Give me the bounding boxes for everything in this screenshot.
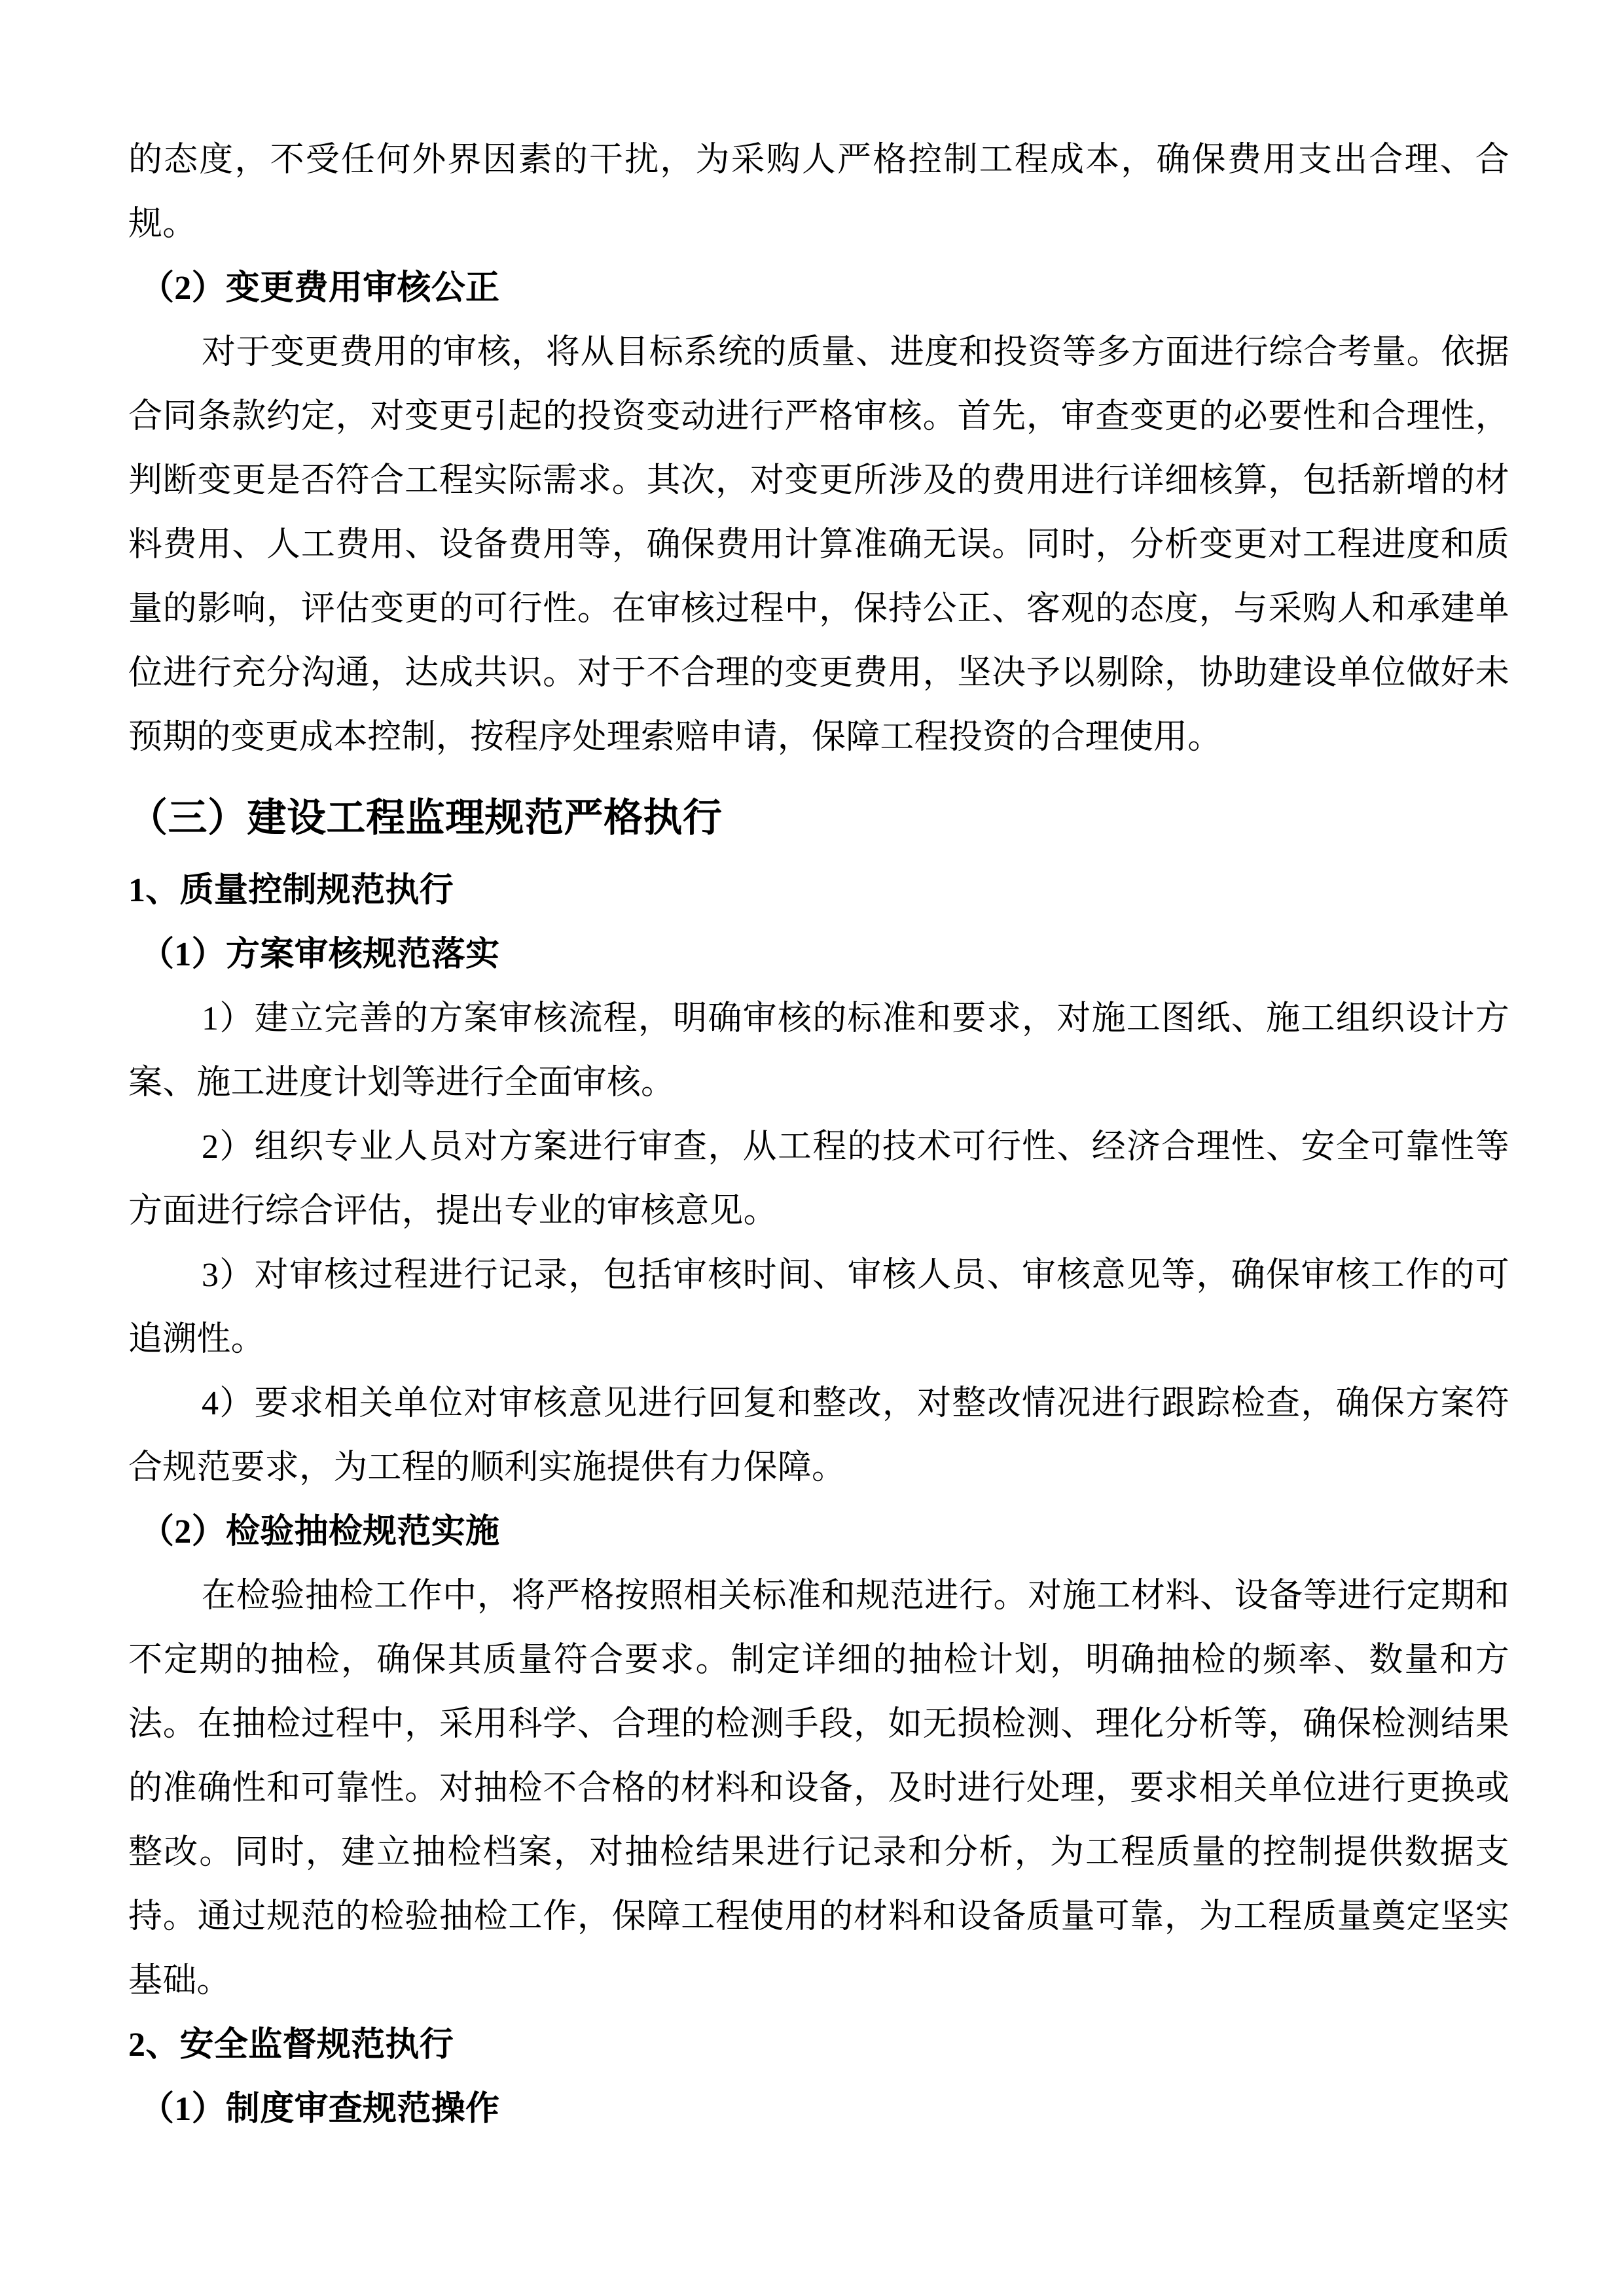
list-item-plan-review-4: 4）要求相关单位对审核意见进行回复和整改，对整改情况进行跟踪检查，确保方案符合规范要求，为工程的顺利实施提供有力保障。 [128,1385,1509,1486]
heading-change-fee-review: （2）变更费用审核公正 [140,270,500,307]
heading-quality-control-standard: 1、质量控制规范执行 [128,872,454,909]
paragraph-inspection-sampling: 在检验抽检工作中，将严格按照相关标准和规范进行。对施工材料、设备等进行定期和不定期的抽检，确保其质量符合要求。制定详细的抽检计划，明确抽检的频率、数量和方法。在抽检过程中，采用科学、合理的检测手段，如无损检测、理化分析等，确保检测结果的准确性和可靠性。对抽检不合格的材料和设备，及时进行处理，要求相关单位进行更换或整改。同时，建立抽检档案，对抽检结果进行记录和分析，为工程质量的控制提供数据支持。通过规范的检验抽检工作，保障工程使用的材料和设备质量可靠，为工程质量奠定坚实基础。 [128,1577,1509,2000]
heading-construction-supervision-standard: （三）建设工程监理规范严格执行 [128,797,723,840]
paragraph-change-fee-review: 对于变更费用的审核，将从目标系统的质量、进度和投资等多方面进行综合考量。依据合同条款约定，对变更引起的投资变动进行严格审核。首先，审查变更的必要性和合理性，判断变更是否符合工程实际需求。其次，对变更所涉及的费用进行详细核算，包括新增的材料费用、人工费用、设备费用等，确保费用计算准确无误。同时，分析变更对工程进度和质量的影响，评估变更的可行性。在审核过程中，保持公正、客观的态度，与采购人和承建单位进行充分沟通，达成共识。对于不合理的变更费用，坚决予以剔除，协助建设单位做好未预期的变更成本控制，按程序处理索赔申请，保障工程投资的合理使用。 [128,334,1509,756]
heading-inspection-sampling-implementation: （2）检验抽检规范实施 [140,1513,500,1551]
paragraph-continued-attitude: 的态度，不受任何外界因素的干扰，为采购人严格控制工程成本，确保费用支出合理、合规。 [128,141,1509,243]
heading-safety-supervision-standard: 2、安全监督规范执行 [128,2026,454,2064]
document-body [128,128,1509,2142]
heading-system-review-operation: （1）制度审查规范操作 [140,2090,500,2128]
heading-plan-review-implementation: （1）方案审核规范落实 [140,936,500,973]
list-item-plan-review-2: 2）组织专业人员对方案进行审查，从工程的技术可行性、经济合理性、安全可靠性等方面进行综合评估，提出专业的审核意见。 [128,1128,1509,1230]
list-item-plan-review-1: 1）建立完善的方案审核流程，明确审核的标准和要求，对施工图纸、施工组织设计方案、施工进度计划等进行全面审核。 [128,1000,1509,1102]
list-item-plan-review-3: 3）对审核过程进行记录，包括审核时间、审核人员、审核意见等，确保审核工作的可追溯性。 [128,1257,1509,1358]
